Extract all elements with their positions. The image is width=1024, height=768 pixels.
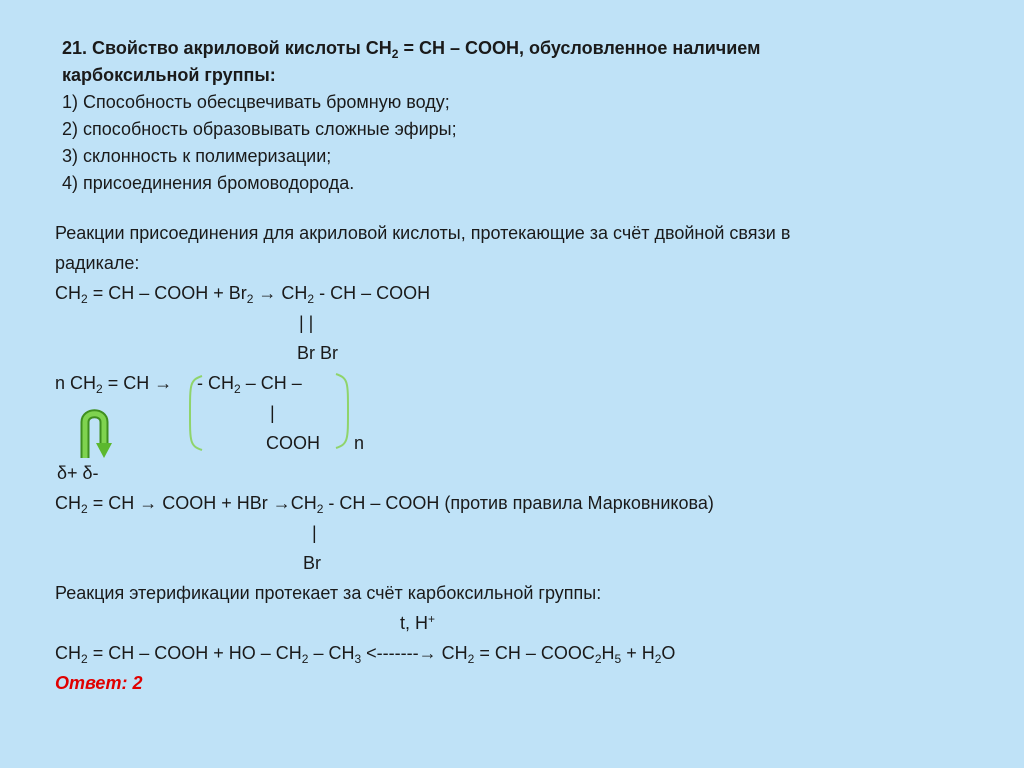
reaction-hbr-br: Br bbox=[303, 553, 321, 573]
reaction-esterification: $CH_2$ = CH – COOH + HO – $CH_2 - CH_3$ <-------→ $CH_2$ = CH – $COOC_2H_5 + H_2O$ bbox=[55, 643, 676, 666]
reaction-polymerization-left: n $CH_2$ = CH → bbox=[55, 373, 173, 396]
answer: Ответ: 2 bbox=[55, 673, 143, 693]
intro-line2: радикале: bbox=[55, 253, 140, 273]
right-bracket-icon bbox=[332, 372, 354, 450]
charges: δ+ δ- bbox=[57, 463, 99, 483]
ester-conditions: t, H+ bbox=[400, 612, 436, 633]
option-2: 2) способность образовывать сложные эфиры; bbox=[62, 119, 457, 139]
option-4: 4) присоединения бромоводорода. bbox=[62, 173, 355, 193]
reaction-bromination: $CH_2$ = CH – COOH + $Br_2 \to CH_2$ - CH – COOH bbox=[55, 283, 431, 306]
reaction-hbr-bond: | bbox=[312, 523, 317, 543]
option-3: 3) склонность к полимеризации; bbox=[62, 146, 332, 166]
polymer-n: n bbox=[354, 433, 365, 453]
reaction-hbr: $CH_2$ = CH → COOH + HBr $\to CH_2$ - CH – COOH (против правила Марковникова) bbox=[55, 493, 714, 516]
intro-line1: Реакции присоединения для акриловой кислоты, протекающие за счёт двойной связи в bbox=[55, 223, 791, 243]
option-1: 1) Способность обесцвечивать бромную воду; bbox=[62, 92, 450, 112]
reaction-bromination-bonds: | | bbox=[299, 313, 314, 333]
polymer-cooh: COOH bbox=[266, 433, 320, 453]
reaction-bromination-substituents: Br Br bbox=[297, 343, 339, 363]
ester-text: Реакция этерификации протекает за счёт карбоксильной группы: bbox=[55, 583, 602, 603]
question-title: 21. Свойство акриловой кислоты $CH_2$ = CH – COOH, обусловленное наличием bbox=[62, 38, 761, 61]
question-title-line2: карбоксильной группы: bbox=[62, 65, 276, 85]
polymer-unit: - $CH_2$ – CH – bbox=[197, 373, 302, 396]
polymer-bond: | bbox=[270, 403, 275, 423]
electron-shift-arrow-icon bbox=[78, 406, 112, 464]
